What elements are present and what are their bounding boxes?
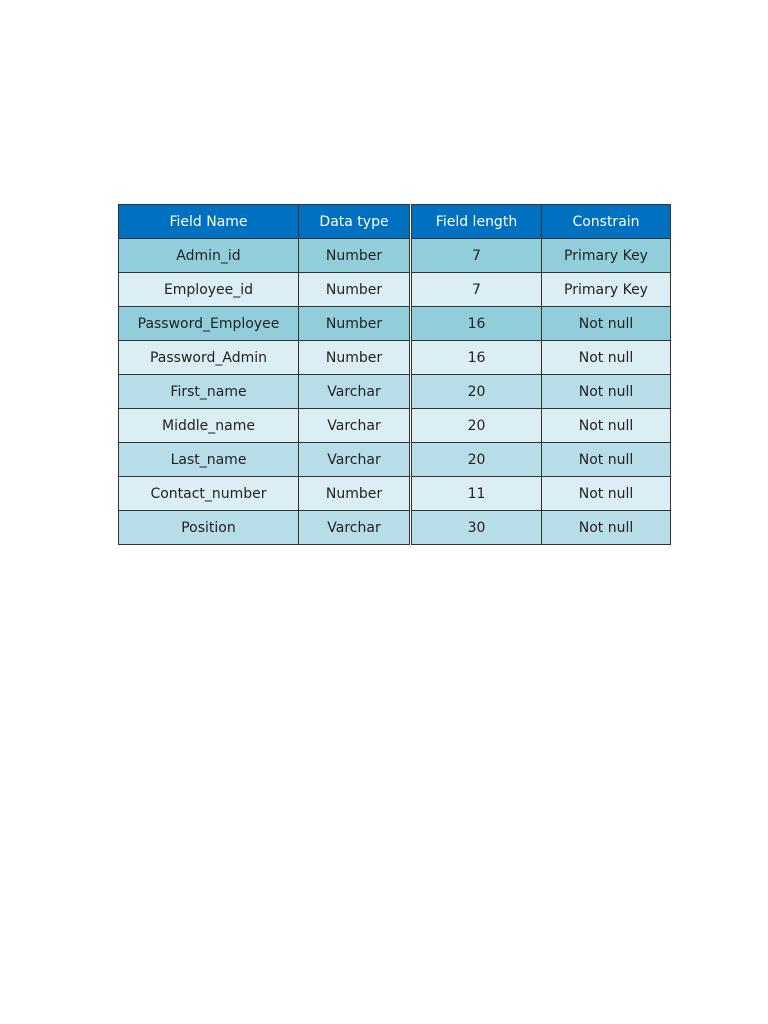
- cell-field-name: Admin_id: [119, 239, 299, 273]
- cell-field-length: 16: [411, 341, 542, 375]
- cell-data-type: Varchar: [299, 443, 411, 477]
- header-field-length: Field length: [411, 205, 542, 239]
- cell-field-length: 7: [411, 239, 542, 273]
- cell-field-length: 16: [411, 307, 542, 341]
- cell-constrain: Not null: [542, 511, 671, 545]
- table-row: [119, 409, 671, 443]
- cell-constrain: Not null: [542, 341, 671, 375]
- cell-data-type: Number: [299, 307, 411, 341]
- cell-field-length: 20: [411, 409, 542, 443]
- cell-field-name: Middle_name: [119, 409, 299, 443]
- header-field-name: Field Name: [119, 205, 299, 239]
- cell-field-length: 20: [411, 375, 542, 409]
- cell-data-type: Number: [299, 273, 411, 307]
- cell-field-name: Contact_number: [119, 477, 299, 511]
- cell-field-name: Password_Employee: [119, 307, 299, 341]
- header-data-type: Data type: [299, 205, 411, 239]
- table-header-row: [119, 205, 671, 239]
- table-row: [119, 341, 671, 375]
- cell-constrain: Primary Key: [542, 239, 671, 273]
- field-definition-table: [118, 204, 671, 545]
- cell-data-type: Varchar: [299, 511, 411, 545]
- cell-field-length: 11: [411, 477, 542, 511]
- cell-field-name: Last_name: [119, 443, 299, 477]
- cell-field-length: 30: [411, 511, 542, 545]
- cell-field-name: First_name: [119, 375, 299, 409]
- cell-data-type: Number: [299, 477, 411, 511]
- cell-field-length: 7: [411, 273, 542, 307]
- table-row: [119, 307, 671, 341]
- table-row: [119, 511, 671, 545]
- table-row: [119, 443, 671, 477]
- cell-field-name: Position: [119, 511, 299, 545]
- cell-data-type: Varchar: [299, 375, 411, 409]
- cell-field-length: 20: [411, 443, 542, 477]
- cell-constrain: Not null: [542, 409, 671, 443]
- cell-constrain: Not null: [542, 375, 671, 409]
- table-row: [119, 477, 671, 511]
- table-row: [119, 375, 671, 409]
- cell-constrain: Not null: [542, 477, 671, 511]
- header-constrain: Constrain: [542, 205, 671, 239]
- cell-data-type: Varchar: [299, 409, 411, 443]
- table-row: [119, 273, 671, 307]
- table-row: [119, 239, 671, 273]
- cell-constrain: Primary Key: [542, 273, 671, 307]
- cell-constrain: Not null: [542, 307, 671, 341]
- cell-field-name: Password_Admin: [119, 341, 299, 375]
- cell-data-type: Number: [299, 239, 411, 273]
- cell-field-name: Employee_id: [119, 273, 299, 307]
- cell-data-type: Number: [299, 341, 411, 375]
- cell-constrain: Not null: [542, 443, 671, 477]
